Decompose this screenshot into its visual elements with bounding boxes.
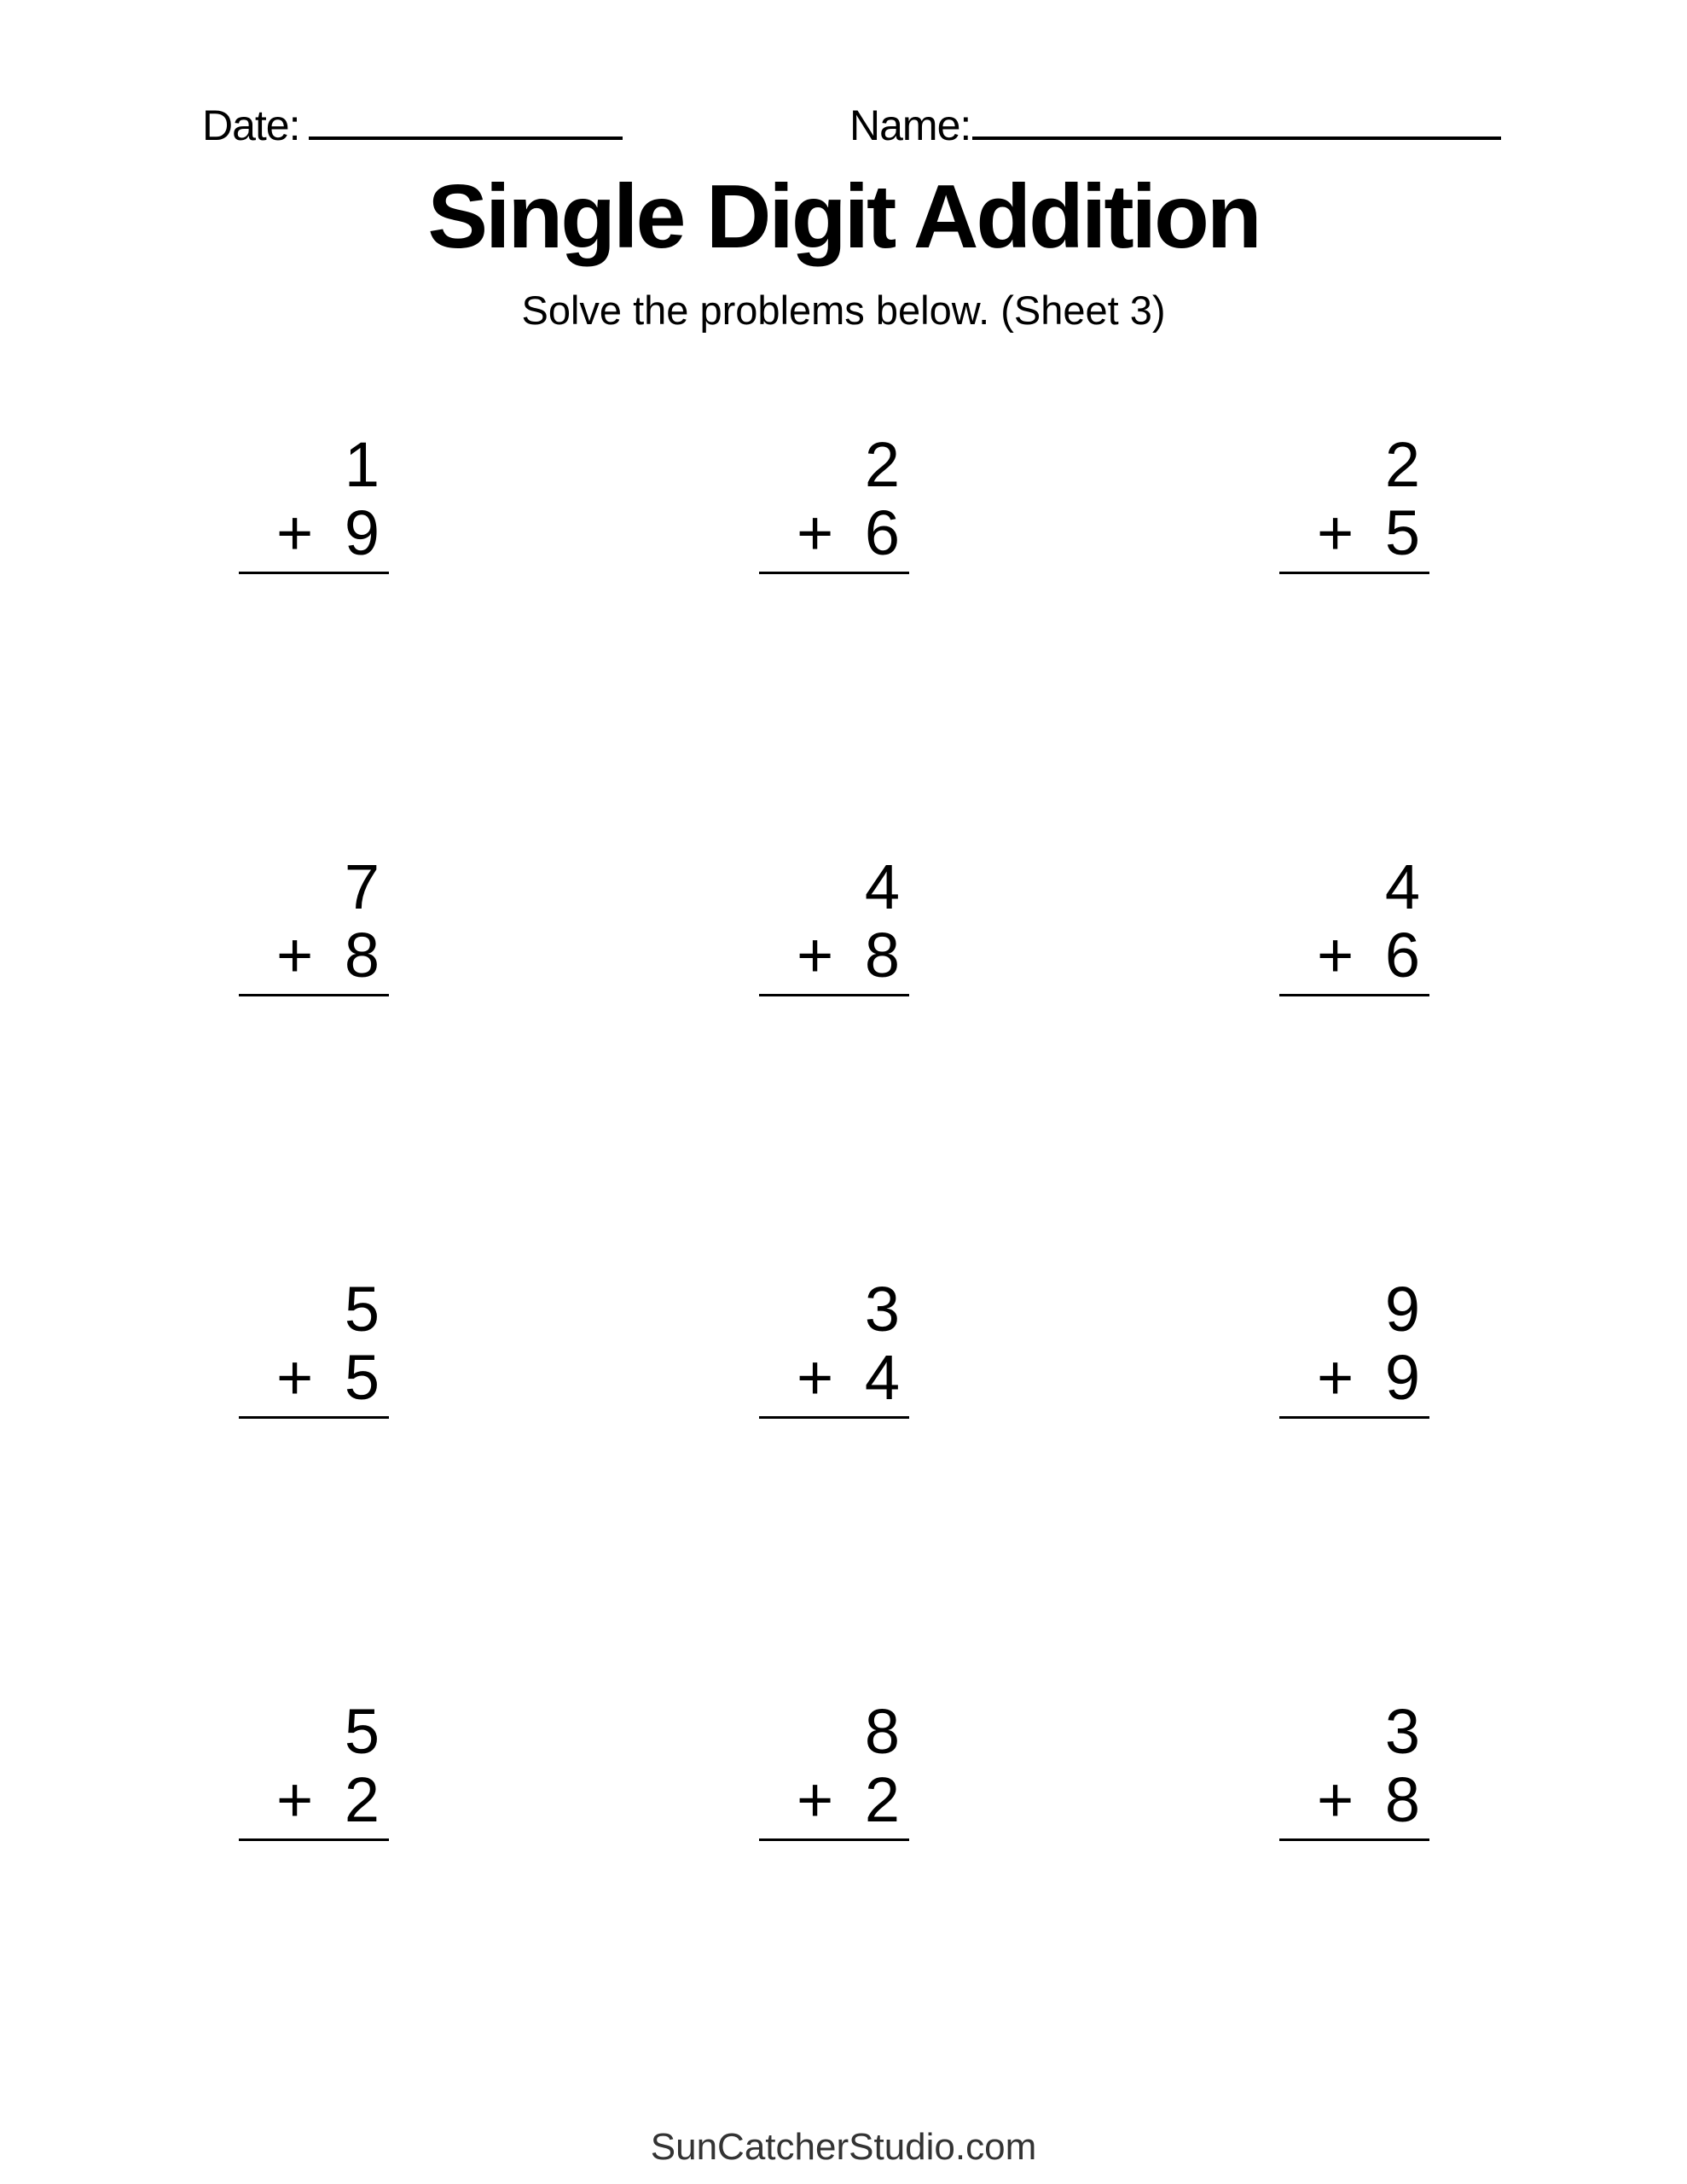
problem-7	[239, 1275, 389, 1698]
addend-top: 8	[864, 1696, 900, 1767]
addend-bottom: 6	[1384, 920, 1420, 990]
plus-sign: +	[797, 920, 834, 990]
date-blank-line	[309, 136, 623, 140]
addend-top: 4	[864, 851, 900, 922]
problem-3	[1279, 431, 1429, 853]
plus-sign: +	[1317, 497, 1354, 568]
answer-line	[759, 994, 909, 996]
answer-line	[1279, 1838, 1429, 1841]
addend-bottom: 2	[864, 1764, 900, 1835]
date-label: Date:	[202, 102, 300, 149]
addend-top: 5	[344, 1696, 380, 1767]
addend-bottom: 9	[344, 497, 380, 568]
date-field	[202, 103, 623, 148]
name-label: Name:	[849, 102, 971, 149]
addend-top: 3	[864, 1274, 900, 1345]
addend-top: 7	[344, 851, 380, 922]
answer-line	[239, 1416, 389, 1419]
problem-11	[759, 1698, 909, 2120]
footer-site-credit: SunCatcherStudio.com	[650, 2126, 1037, 2168]
answer-line	[759, 1416, 909, 1419]
addend-bottom: 2	[344, 1764, 380, 1835]
answer-line	[759, 1838, 909, 1841]
plus-sign: +	[276, 1342, 314, 1413]
problem-4	[239, 853, 389, 1275]
page-subtitle: Solve the problems below. (Sheet 3)	[521, 288, 1166, 333]
addend-bottom: 8	[864, 920, 900, 990]
page-title: Single Digit Addition	[427, 166, 1260, 267]
addend-bottom: 8	[344, 920, 380, 990]
addend-bottom: 4	[864, 1342, 900, 1413]
problem-12	[1279, 1698, 1429, 2120]
answer-line	[239, 572, 389, 574]
addend-bottom: 8	[1384, 1764, 1420, 1835]
problem-5	[759, 853, 909, 1275]
addend-top: 9	[1384, 1274, 1420, 1345]
plus-sign: +	[276, 497, 314, 568]
problem-8	[759, 1275, 909, 1698]
plus-sign: +	[797, 1342, 834, 1413]
plus-sign: +	[797, 1764, 834, 1835]
addend-top: 2	[864, 429, 900, 500]
plus-sign: +	[1317, 1342, 1354, 1413]
addend-top: 3	[1384, 1696, 1420, 1767]
answer-line	[759, 572, 909, 574]
addend-bottom: 6	[864, 497, 900, 568]
name-field	[849, 103, 1501, 148]
problem-1	[239, 431, 389, 853]
plus-sign: +	[1317, 1764, 1354, 1835]
plus-sign: +	[276, 920, 314, 990]
problem-6	[1279, 853, 1429, 1275]
addend-bottom: 5	[344, 1342, 380, 1413]
plus-sign: +	[276, 1764, 314, 1835]
answer-line	[1279, 994, 1429, 996]
problems-grid	[239, 431, 1429, 2120]
answer-line	[1279, 1416, 1429, 1419]
addend-bottom: 5	[1384, 497, 1420, 568]
answer-line	[239, 994, 389, 996]
addend-top: 5	[344, 1274, 380, 1345]
problem-9	[1279, 1275, 1429, 1698]
plus-sign: +	[1317, 920, 1354, 990]
addend-top: 4	[1384, 851, 1420, 922]
addend-top: 2	[1384, 429, 1420, 500]
addend-bottom: 9	[1384, 1342, 1420, 1413]
addend-top: 1	[344, 429, 380, 500]
problem-2	[759, 431, 909, 853]
answer-line	[239, 1838, 389, 1841]
answer-line	[1279, 572, 1429, 574]
name-blank-line	[972, 136, 1501, 140]
plus-sign: +	[797, 497, 834, 568]
problem-10	[239, 1698, 389, 2120]
